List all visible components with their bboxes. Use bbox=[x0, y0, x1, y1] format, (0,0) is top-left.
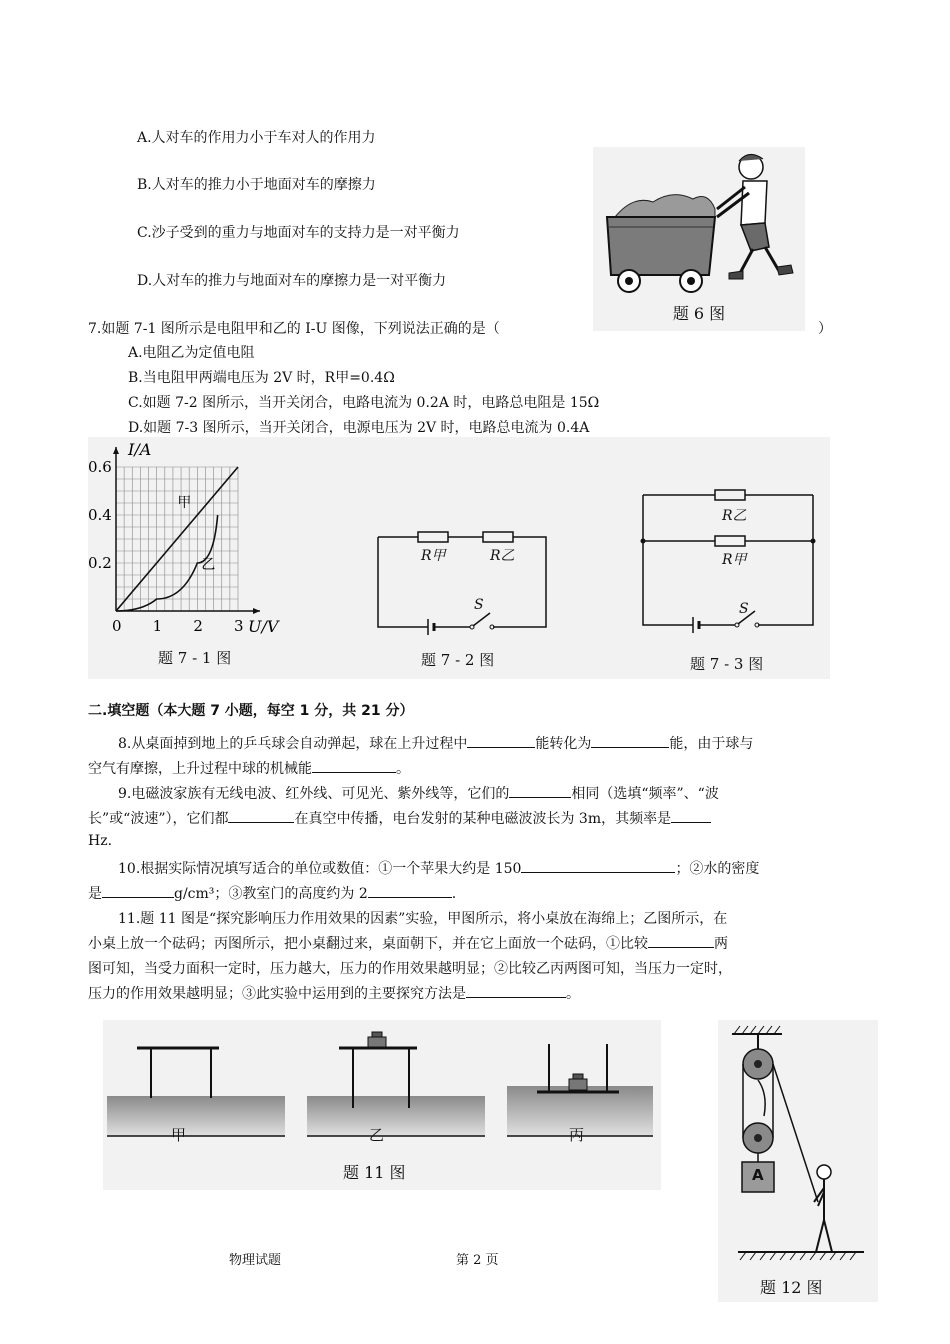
x-axis-arrow bbox=[253, 608, 260, 614]
q9-line-2 bbox=[88, 808, 711, 828]
q7-stem: 7.如题 7-1 图所示是电阻甲和乙的 I-U 图像，下列说法正确的是（ bbox=[88, 321, 500, 337]
setup-yi bbox=[307, 1032, 485, 1136]
x-tick-label: 1 bbox=[152, 617, 163, 635]
q8-text-5: 。 bbox=[396, 761, 410, 777]
y-axis-arrow bbox=[113, 447, 119, 454]
q11-text-3: 压力的作用效果越明显；③此实验中运用到的主要探究方法是 bbox=[88, 986, 466, 1002]
label-r-jia-72: R甲 bbox=[421, 548, 446, 564]
x-tick-label: 2 bbox=[193, 617, 203, 635]
q11-text-2: 两 bbox=[714, 936, 728, 952]
figure-7-3-caption: 题 7 - 3 图 bbox=[690, 655, 764, 673]
q7-option-d: D.如题 7-3 图所示，当开关闭合，电源电压为 2V 时，电路总电流为 0.4A bbox=[128, 420, 590, 436]
q10-text-2: ；②水的密度 bbox=[675, 861, 760, 877]
q7-option-a: A.电阻乙为定值电阻 bbox=[128, 345, 255, 361]
figure-6-caption: 题 6 图 bbox=[672, 304, 726, 323]
q8-text-3: 能，由于球与 bbox=[669, 736, 754, 752]
figure-6 bbox=[593, 147, 805, 331]
q10-text-3: 是 bbox=[88, 886, 102, 902]
q8-text-2: 能转化为 bbox=[535, 736, 592, 752]
footer-page-number: 第 2 页 bbox=[456, 1253, 499, 1268]
q11-blank-2[interactable] bbox=[466, 983, 566, 998]
q10-text-1: 10.根据实际情况填写适合的单位或数值：①一个苹果大约是 150 bbox=[118, 861, 522, 877]
y-tick-label: 0.4 bbox=[88, 506, 112, 524]
q8-text-4: 空气有摩擦，上升过程中球的机械能 bbox=[88, 761, 312, 777]
series-label-0: 甲 bbox=[177, 495, 192, 511]
q10-blank-3[interactable] bbox=[368, 883, 452, 898]
q9-line-1 bbox=[118, 783, 719, 803]
q8-line-1 bbox=[118, 733, 753, 753]
figure-12-caption: 题 12 图 bbox=[760, 1278, 823, 1297]
q6-option-d: D.人对车的推力与地面对车的摩擦力是一对平衡力 bbox=[137, 273, 447, 289]
q6-option-b: B.人对车的推力小于地面对车的摩擦力 bbox=[137, 177, 376, 193]
q11-text-1: 小桌上放一个砝码；丙图所示，把小桌翻过来，桌面朝下，并在它上面放一个砝码，①比较 bbox=[88, 936, 648, 952]
q10-line-2 bbox=[88, 883, 456, 903]
chart-ticks bbox=[88, 458, 244, 635]
q9-text-2: 相同（选填“频率”、“波 bbox=[571, 786, 719, 802]
chart-y-axis-label: I/A bbox=[128, 440, 152, 459]
label-r-yi-72: R乙 bbox=[490, 548, 515, 564]
q9-blank-3[interactable] bbox=[671, 808, 711, 823]
block-a-label: A bbox=[752, 1166, 764, 1184]
q10-line-1 bbox=[118, 858, 759, 878]
label-yi: 乙 bbox=[369, 1126, 385, 1144]
series-circuit bbox=[368, 517, 558, 637]
q7-option-c: C.如题 7-2 图所示，当开关闭合，电路电流为 0.2A 时，电路总电阻是 15Ω bbox=[128, 395, 600, 411]
switch bbox=[473, 613, 490, 626]
setup-jia bbox=[107, 1048, 285, 1136]
q8-text-1: 8.从桌面掉到地上的乒乓球会自动弹起，球在上升过程中 bbox=[118, 736, 468, 752]
pulley-system-illustration bbox=[718, 1020, 878, 1302]
figure-7-strip bbox=[88, 437, 830, 679]
q10-text-5: . bbox=[451, 886, 457, 902]
chart-x-axis-label: U/V bbox=[248, 617, 279, 636]
label-switch-73: S bbox=[739, 601, 749, 617]
q7-option-b: B.当电阻甲两端电压为 2V 时，R甲=0.4Ω bbox=[128, 370, 395, 386]
q11-line-1: 11.题 11 图是“探究影响压力作用效果的因素”实验，甲图所示，将小桌放在海绵上；乙图所示，在 bbox=[118, 911, 728, 927]
q9-line-3: Hz. bbox=[88, 833, 113, 849]
x-tick-label: 3 bbox=[234, 617, 244, 635]
q9-text-3: 长”或“波速”），它们都 bbox=[88, 811, 229, 827]
figure-12 bbox=[718, 1020, 878, 1302]
figure-7-2-caption: 题 7 - 2 图 bbox=[421, 651, 495, 669]
q10-blank-2[interactable] bbox=[102, 883, 174, 898]
x-tick-label: 0 bbox=[112, 617, 122, 635]
q6-option-c: C.沙子受到的重力与地面对车的支持力是一对平衡力 bbox=[137, 225, 460, 241]
q8-blank-1[interactable] bbox=[467, 733, 535, 748]
footer-left: 物理试题 bbox=[229, 1253, 282, 1268]
q6-option-a: A.人对车的作用力小于车对人的作用力 bbox=[137, 130, 376, 146]
q9-text-4: 在真空中传播，电台发射的某种电磁波波长为 3m，其频率是 bbox=[294, 811, 672, 827]
iu-chart bbox=[88, 437, 308, 637]
q9-blank-2[interactable] bbox=[228, 808, 294, 823]
label-bing: 丙 bbox=[569, 1126, 585, 1144]
figure-11-caption: 题 11 图 bbox=[343, 1163, 406, 1182]
section-2-heading: 二.填空题（本大题 7 小题，每空 1 分，共 21 分） bbox=[88, 703, 414, 719]
q8-line-2 bbox=[88, 758, 410, 778]
figure-7-1-caption: 题 7 - 1 图 bbox=[158, 649, 232, 667]
figure-11 bbox=[103, 1020, 661, 1190]
label-jia: 甲 bbox=[171, 1126, 187, 1144]
q7-stem-close: ） bbox=[818, 321, 832, 337]
resistor-yi bbox=[715, 490, 745, 500]
y-tick-label: 0.6 bbox=[88, 458, 112, 476]
resistor-jia bbox=[418, 532, 448, 542]
label-r-yi-73: R乙 bbox=[722, 508, 747, 524]
q10-text-4: g/cm³；③教室门的高度约为 2 bbox=[174, 886, 368, 902]
q9-blank-1[interactable] bbox=[509, 783, 571, 798]
q8-blank-2[interactable] bbox=[591, 733, 669, 748]
label-r-jia-73: R甲 bbox=[722, 552, 747, 568]
series-label-1: 乙 bbox=[201, 557, 216, 573]
q11-blank-1[interactable] bbox=[648, 933, 714, 948]
q9-text-1: 9.电磁波家族有无线电波、红外线、可见光、紫外线等，它们的 bbox=[118, 786, 510, 802]
resistor-jia bbox=[715, 536, 745, 546]
q11-text-4: 。 bbox=[566, 986, 580, 1002]
q10-blank-1[interactable] bbox=[521, 858, 675, 873]
q11-line-3: 图可知，当受力面积一定时，压力越大，压力的作用效果越明显；②比较乙丙两图可知，当压力一定时， bbox=[88, 961, 732, 977]
q8-blank-3[interactable] bbox=[312, 758, 396, 773]
y-tick-label: 0.2 bbox=[88, 554, 112, 572]
q11-line-2 bbox=[88, 933, 728, 953]
setup-bing bbox=[507, 1044, 653, 1136]
resistor-yi bbox=[483, 532, 513, 542]
q11-line-4 bbox=[88, 983, 580, 1003]
label-switch-72: S bbox=[474, 597, 484, 613]
